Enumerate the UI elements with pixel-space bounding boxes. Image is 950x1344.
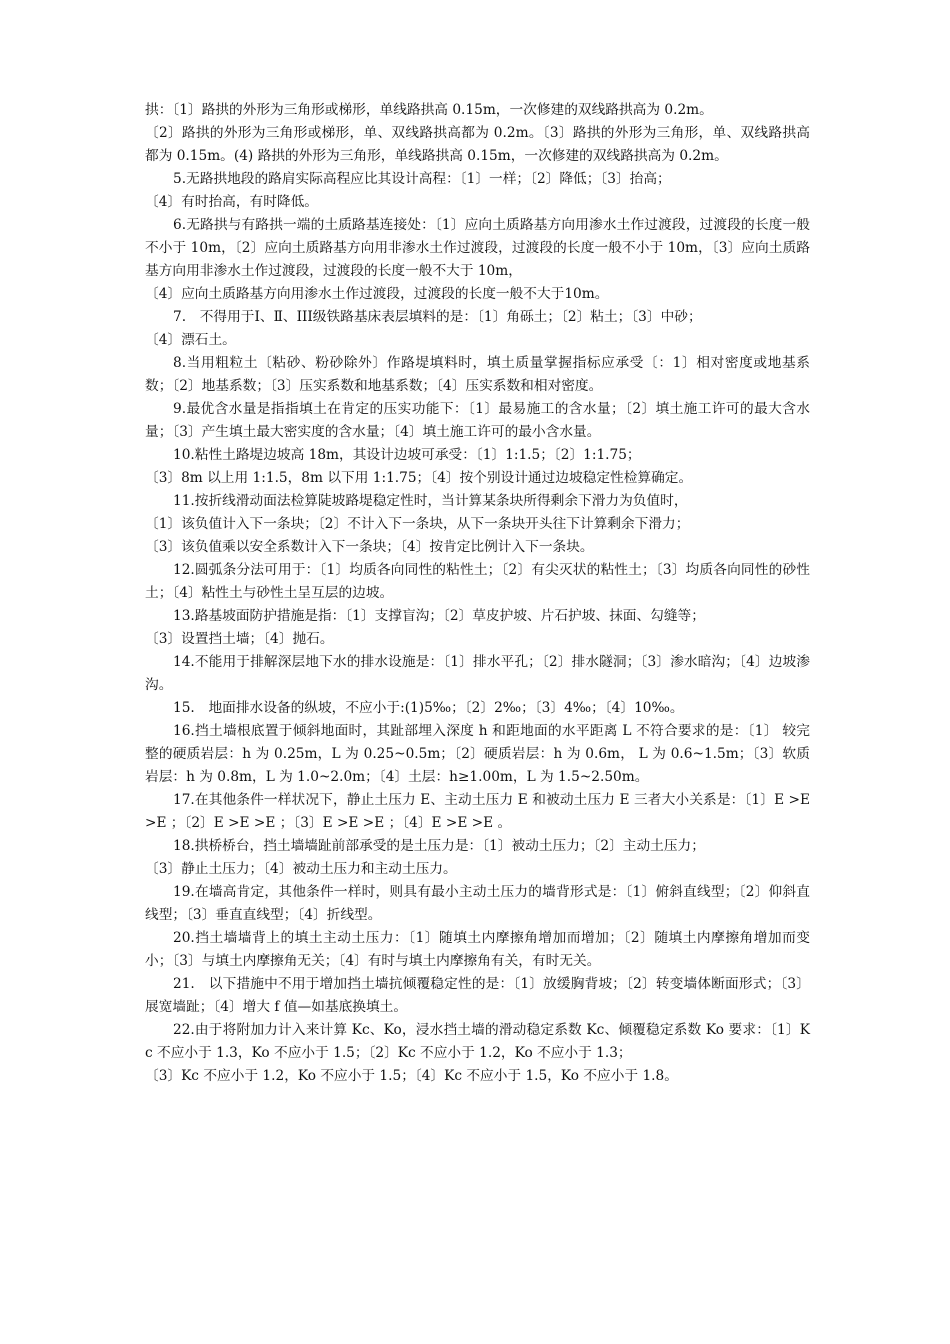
question-9: 9.最优含水量是指指填土在肯定的压实功能下：〔1〕最易施工的含水量；〔2〕填土施工许可的最大含水量；〔3〕产生填土最大密实度的含水量；〔4〕填土施工许可的最小含水量。 (145, 401, 810, 440)
paragraph: 〔4〕漂石土。 (145, 332, 236, 348)
paragraph: 〔3〕Kc 不应小于 1.2，Ko 不应小于 1.5；〔4〕Kc 不应小于 1.5，Ko 不应小于 1.8。 (145, 1068, 678, 1084)
paragraph: 拱：〔1〕路拱的外形为三角形或梯形，单线路拱高 0.15m，一次修建的双线路拱高为 0.2m。 (145, 102, 713, 118)
document-body (145, 99, 810, 1088)
question-17: 17.在其他条件一样状况下，静止土压力 E、主动土压力 E 和被动土压力 E 三者大小关系是：〔1〕E >E >E ；〔2〕E >E >E ；〔3〕E >E >E ；〔4〕E >E >E 。 (145, 792, 810, 831)
question-6: 6.无路拱与有路拱一端的土质路基连接处：〔1〕应向土质路基方向用渗水土作过渡段，过渡段的长度一般不小于 10m，〔2〕应向土质路基方向用非渗水土作过渡段，过渡段的长度一般不小于 10m，〔3〕应向土质路基方向用非渗水土作过渡段，过渡段的长度一般不大于 10m， (145, 217, 810, 279)
question-15: 15. 地面排水设备的纵坡，不应小于:(1)5‰；〔2〕2‰；〔3〕4‰；〔4〕10‰。 (173, 700, 684, 716)
question-14: 14.不能用于排解深层地下水的排水设施是：〔1〕排水平孔；〔2〕排水隧洞；〔3〕渗水暗沟；〔4〕边坡渗沟。 (145, 654, 810, 693)
paragraph: 〔3〕设置挡土墙；〔4〕抛石。 (145, 631, 334, 647)
paragraph: 〔3〕该负值乘以安全系数计入下一条块；〔4〕按肯定比例计入下一条块。 (145, 539, 594, 555)
question-16: 16.挡土墙根底置于倾斜地面时，其趾部埋入深度 h 和距地面的水平距离 L 不符合要求的是：〔1〕 较完整的硬质岩层：h 为 0.25m，L 为 0.25~0.5m；〔2〕硬质岩层：h 为 0.6m， L 为 0.6~1.5m；〔3〕软质岩层：h 为 0.8m，L 为 1.0~2.0m；〔4〕土层：h≥1.00m，L 为 1.5~2.50m。 (145, 723, 810, 785)
question-7: 7. 不得用于Ⅰ、Ⅱ、III级铁路基床表层填料的是：〔1〕角砾土；〔2〕粘土；〔3〕中砂； (173, 309, 702, 325)
paragraph: 〔1〕该负值计入下一条块；〔2〕不计入下一条块，从下一条块开头往下计算剩余下滑力； (145, 516, 690, 532)
question-11: 11.按折线滑动面法检算陡坡路堤稳定性时，当计算某条块所得剩余下滑力为负值时， (173, 493, 688, 509)
paragraph: 〔2〕路拱的外形为三角形或梯形，单、双线路拱高都为 0.2m。〔3〕路拱的外形为三角形，单、双线路拱高都为 0.15m。(4) 路拱的外形为三角形，单线路拱高 0.15m，一次修建的双线路拱高为 0.2m。 (145, 125, 810, 164)
question-19: 19.在墙高肯定，其他条件一样时，则具有最小主动土压力的墙背形式是：〔1〕俯斜直线型；〔2〕仰斜直线型；〔3〕垂直直线型；〔4〕折线型。 (145, 884, 810, 923)
question-12: 12.圆弧条分法可用于：〔1〕均质各向同性的粘性土；〔2〕有尖灭状的粘性土；〔3〕均质各向同性的砂性土；〔4〕粘性土与砂性土呈互层的边坡。 (145, 562, 810, 601)
paragraph: 〔4〕有时抬高，有时降低。 (145, 194, 318, 210)
question-21: 21. 以下措施中不用于增加挡土墙抗倾覆稳定性的是：〔1〕放缓胸背坡；〔2〕转变墙体断面形式；〔3〕展宽墙趾；〔4〕增大 f 值—如基底换填土。 (145, 976, 810, 1015)
question-8: 8.当用粗粒土〔粘砂、粉砂除外〕作路堤填料时，填土质量掌握指标应承受〔：1〕相对密度或地基系数；〔2〕地基系数；〔3〕压实系数和地基系数；〔4〕压实系数和相对密度。 (145, 355, 810, 394)
question-18: 18.拱桥桥台，挡土墙墙趾前部承受的是土压力是：〔1〕被动土压力；〔2〕主动土压力； (173, 838, 705, 854)
question-5: 5.无路拱地段的路肩实际高程应比其设计高程：〔1〕一样；〔2〕降低；〔3〕抬高； (173, 171, 671, 187)
question-13: 13.路基坡面防护措施是指：〔1〕支撑盲沟；〔2〕草皮护坡、片石护坡、抹面、勾缝等； (173, 608, 705, 624)
question-10: 10.粘性土路堤边坡高 18m，其设计边坡可承受：〔1〕1:1.5；〔2〕1:1.75； (173, 447, 641, 463)
paragraph: 〔3〕静止土压力；〔4〕被动土压力和主动土压力。 (145, 861, 457, 877)
paragraph: 〔3〕8m 以上用 1:1.5，8m 以下用 1:1.75；〔4〕按个别设计通过边坡稳定性检算确定。 (145, 470, 693, 486)
question-20: 20.挡土墙墙背上的填土主动土压力：〔1〕随填土内摩擦角增加而增加；〔2〕随填土内摩擦角增加而变小；〔3〕与填土内摩擦角无关；〔4〕有时与填土内摩擦角有关，有时无关。 (145, 930, 810, 969)
paragraph: 〔4〕应向土质路基方向用渗水土作过渡段，过渡段的长度一般不大于10m。 (145, 286, 609, 302)
question-22: 22.由于将附加力计入来计算 Kc、Ko，浸水挡土墙的滑动稳定系数 Kc、倾覆稳定系数 Ko 要求：〔1〕Kc 不应小于 1.3，Ko 不应小于 1.5；〔2〕Kc 不应小于 1.2，Ko 不应小于 1.3； (145, 1022, 810, 1061)
